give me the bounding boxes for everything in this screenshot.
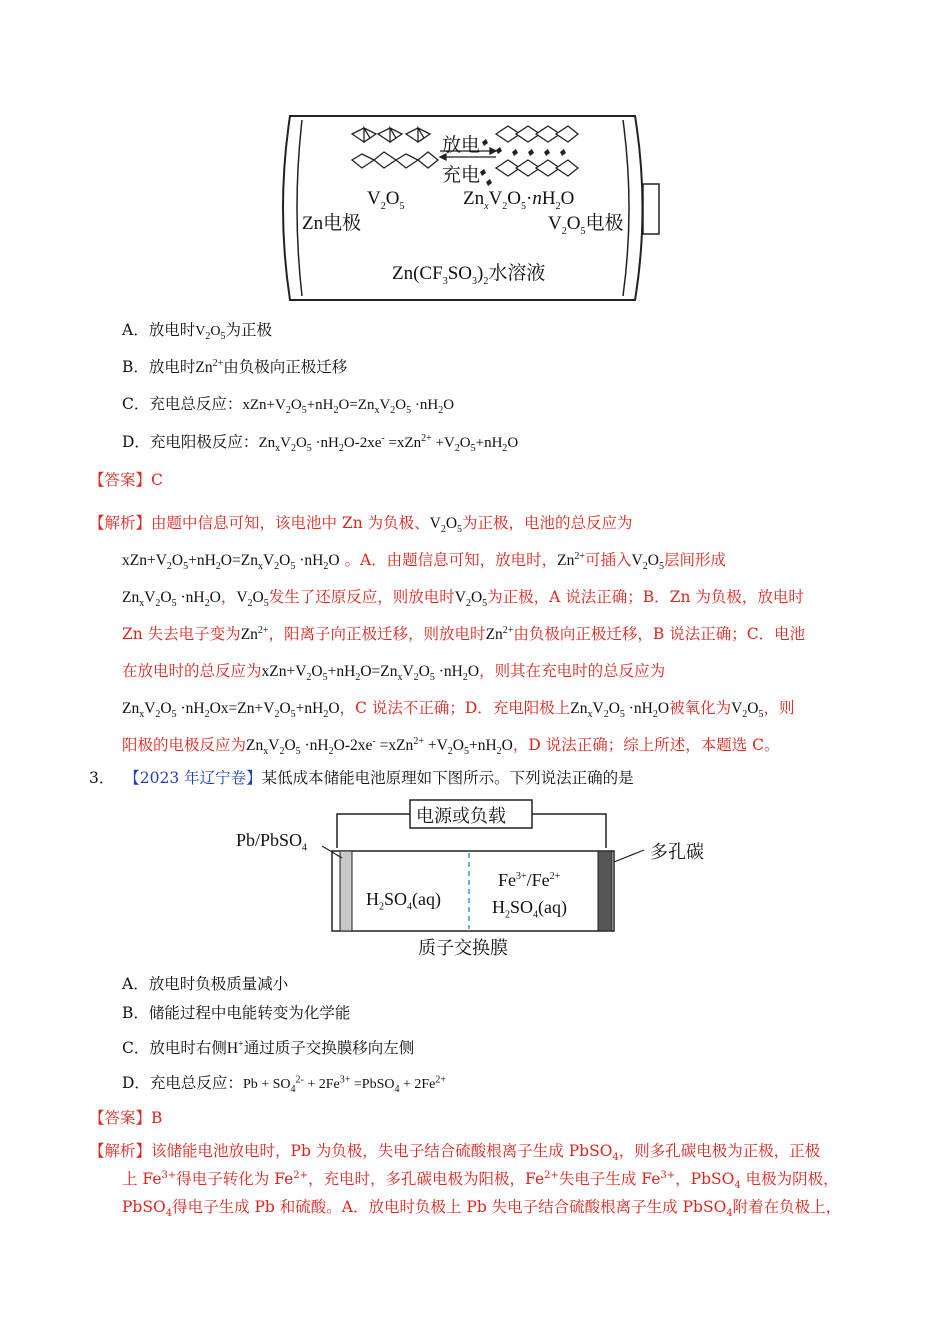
v2o5-label: $V_2O_5$ — [367, 188, 405, 212]
discharge-label: 放电 — [442, 135, 481, 156]
znx-crystal-icon — [496, 126, 578, 176]
zn-electrode-label: Zn电极 — [302, 213, 362, 234]
pb-electrode — [340, 851, 352, 931]
electrolyte-label: $Zn(CF_3SO_3)_2$水溶液 — [392, 263, 546, 287]
q3-option-c: C．放电时右侧H+通过质子交换膜移向左侧 — [122, 1038, 415, 1057]
v2o5-electrode-label: $V_2O_5$电极 — [548, 213, 624, 237]
carbon-electrode — [598, 851, 612, 931]
v2o5-crystal-icon — [352, 128, 438, 168]
q2-option-c: C．充电总反应：$xZn+V_2O_5+nH_2O=Zn_xV_2O_5 \cdot nH_2O$ — [122, 395, 455, 416]
q3-answer: 【答案】B — [89, 1109, 163, 1127]
q2-option-a: A．放电时$V_2O_5$为正极 — [122, 321, 272, 342]
q2-option-b: B．放电时$Zn^{2+}$由负极向正极迁移 — [122, 357, 348, 376]
right-solution-label: $H_2SO_4(aq)$ — [492, 897, 567, 921]
zn-ion-icon — [480, 139, 566, 186]
right-electrode-label: 多孔碳 — [650, 842, 704, 862]
q2-answer: 【答案】C — [89, 471, 163, 489]
q3-analysis-label: 【解析】 — [89, 1142, 152, 1160]
q3-option-d: D．充电总反应：$Pb + SO_4^{2-} + 2Fe^{3+}$ =PbSO$_4$ + $2Fe^{2+}$ — [122, 1074, 447, 1095]
q3-option-a: A．放电时负极质量减小 — [122, 975, 289, 993]
q3-stem: 3． 【2023 年辽宁卷】某低成本储能电池原理如下图所示。下列说法正确的是 — [89, 769, 634, 787]
q2-analysis: 【解析】由题中信息可知，该电池中 Zn 为负极、$V_2O_5$为正极，电池的总反应为 $xZn+V_2O_5+nH_2O=Zn_xV_2O_5 \cdot nH_2O$ 。A．由题信息可知，放电时，$Zn^{2+}$可插入$V_2O_5$层间形成 $Zn_xV_2O_5 \cdot nH_2O$，$V_2O_5$发生了还原反应，则放电时$V_2O_5$为正极，A 说法正确；B．Zn 为负极，放电时 Zn 失去电子变为$Zn^{2+}$，阳离子向正极迁移，则放电时$Zn^{2+}$由负极向正极迁移，B 说法正确；C．电池 在放电时的总反应为$xZn+V_2O_5+nH_2O=Zn_xV_2O_5 \cdot nH_2O$，则其在充电时的总反应为 $Zn_xV_2O_5 \cdot nH_2Ox=Zn+V_2O_5+nH_2O$，C 说法不正确；D．充电阳极上$Zn_xV_2O_5 \cdot nH_2O$被氧化为$V_2O_5$，则 阳极的电极反应为$Zn_xV_2O_5 \cdot nH_2O-2xe^- =xZn^{2+} +V_2O_5+nH_2O$，D 说法正确；综上所述，本题选 C。 — [89, 514, 806, 758]
q3-option-b: B．储能过程中电能转变为化学能 — [122, 1004, 351, 1022]
charge-label: 充电 — [442, 165, 481, 186]
battery-diagram-2 — [232, 796, 722, 962]
q2-option-d: D．充电阳极反应：$Zn_xV_2O_5 \cdot nH_2O-2xe^- =xZn^{2+} +V_2O_5+nH_2O$ — [122, 433, 519, 454]
znx-formula-label: $Zn_xV_2O_5\cdot nH_2O$ — [463, 188, 575, 212]
q3-analysis: 【解析】该储能电池放电时，Pb 为负极，失电子结合硫酸根离子生成 PbSO$_4$，则多孔碳电极为正极，正极 上 $Fe^{3+}$得电子转化为 $Fe^{2+}$，充电时，多孔碳电极为阳极，$Fe^{2+}$失电子生成 $Fe^{3+}$，PbSO$_4$ 电极为阴极， PbSO$_4$得电子生成 Pb 和硫酸。A．放电时负极上 Pb 失电子结合硫酸根离子生成 PbSO$_4$附着在负极上， — [89, 1142, 842, 1220]
power-label: 电源或负载 — [416, 806, 506, 826]
left-electrode-label: Pb/PbSO$_4$ — [236, 830, 308, 854]
right-ions-label: $Fe^{3+}/Fe^{2+}$ — [498, 870, 561, 890]
q2-analysis-label: 【解析】 — [89, 514, 152, 532]
membrane-label: 质子交换膜 — [418, 938, 508, 958]
left-solution-label: $H_2SO_4(aq)$ — [366, 889, 441, 913]
battery-diagram-1 — [280, 112, 675, 304]
